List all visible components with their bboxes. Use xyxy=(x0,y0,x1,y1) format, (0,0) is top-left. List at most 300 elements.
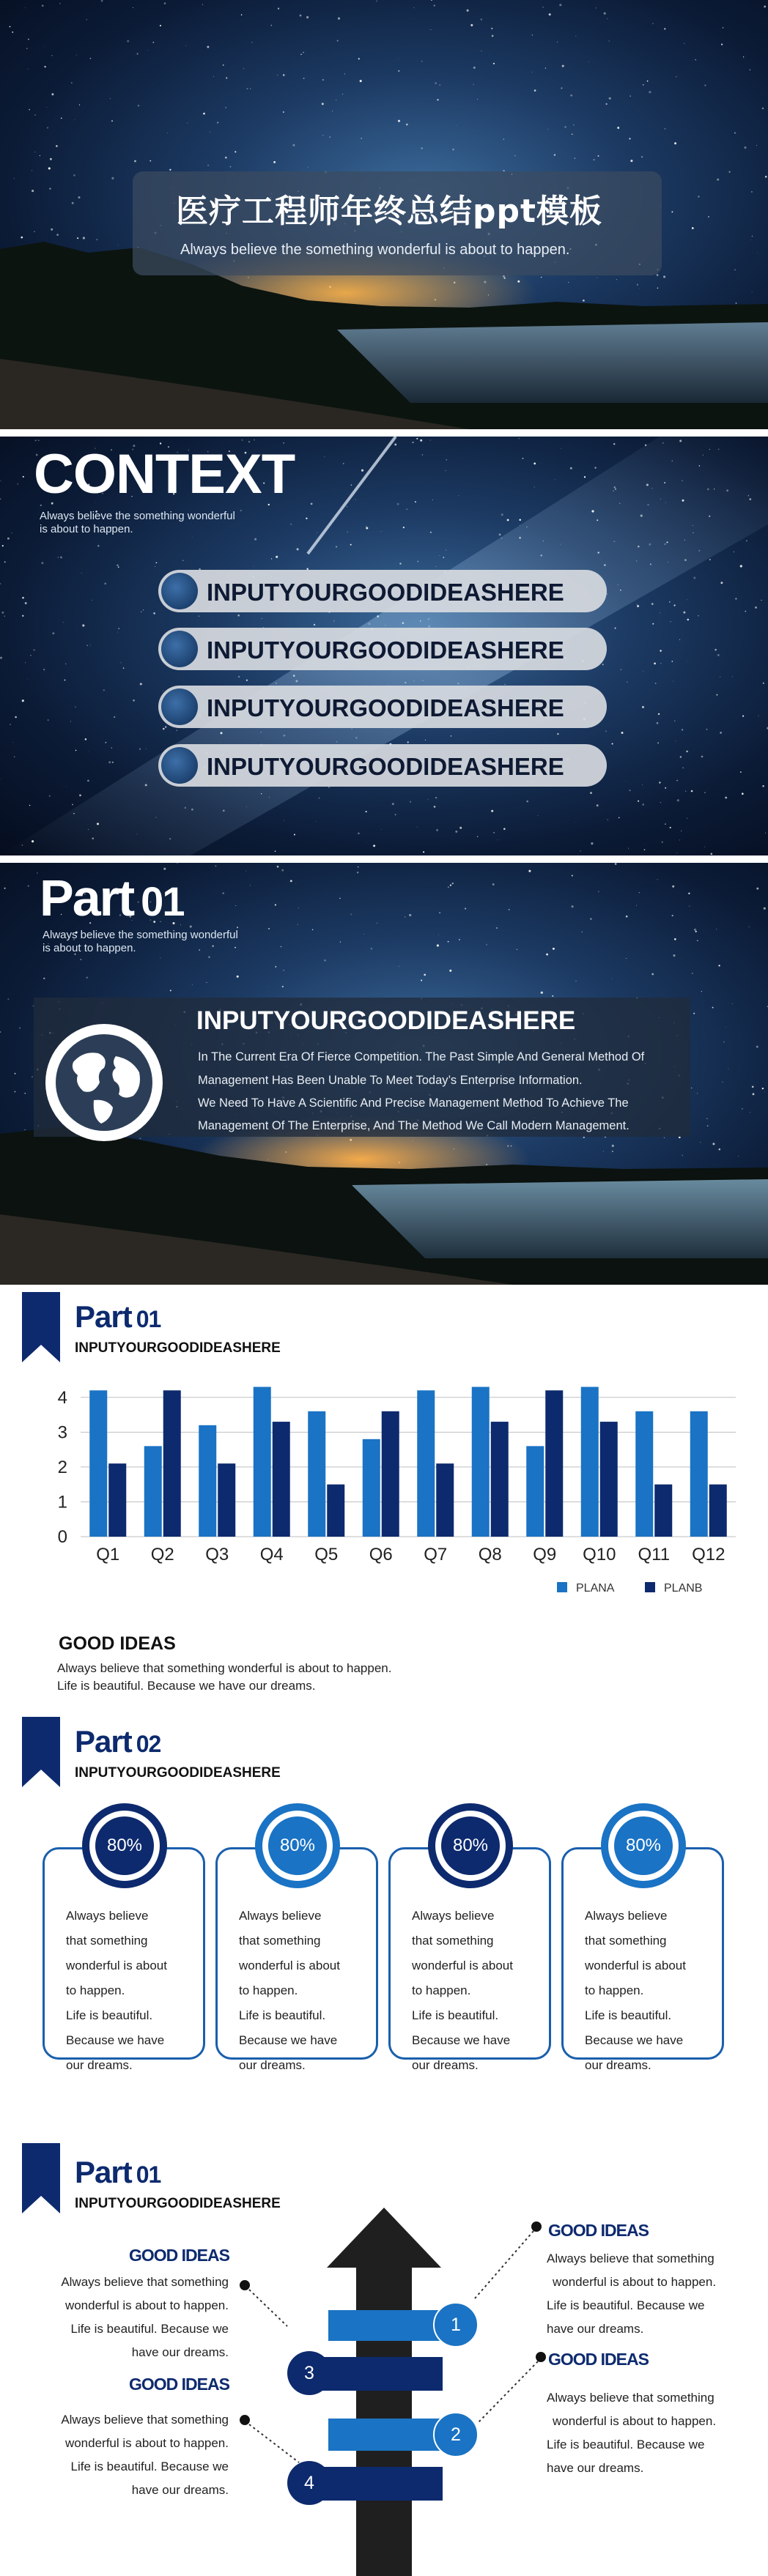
part-subtitle: INPUTYOURGOODIDEASHERE xyxy=(75,1340,281,1356)
bar-planb xyxy=(436,1463,454,1537)
star xyxy=(421,980,422,981)
star xyxy=(630,160,632,162)
star xyxy=(190,925,192,927)
connector-dot xyxy=(240,2415,250,2425)
bar-plana xyxy=(581,1387,599,1537)
right-block-2-line: Always believe that something xyxy=(547,2391,715,2405)
star xyxy=(223,64,224,66)
star xyxy=(350,913,352,915)
star xyxy=(298,907,299,908)
star xyxy=(250,885,251,886)
star xyxy=(595,7,597,9)
card-text-line: Life is beautiful. xyxy=(239,2008,326,2022)
star xyxy=(398,70,399,72)
star xyxy=(552,995,553,997)
star xyxy=(213,76,214,77)
left-block-2-line: Life is beautiful. Because we xyxy=(70,2460,229,2473)
star xyxy=(203,113,205,115)
star xyxy=(217,122,218,123)
right-block-1-line: wonderful is about to happen. xyxy=(553,2275,717,2289)
bar-plana xyxy=(472,1387,490,1537)
star xyxy=(734,133,736,134)
title-slide xyxy=(0,0,768,429)
bar-plana xyxy=(308,1411,325,1537)
star xyxy=(296,884,297,885)
star xyxy=(608,40,610,42)
page-title: 医疗工程师年终总结ppt模板 xyxy=(176,193,603,230)
star xyxy=(664,28,665,29)
x-tick-label: Q6 xyxy=(369,1545,393,1564)
star xyxy=(282,986,284,987)
part-number: 01 xyxy=(141,878,184,924)
star xyxy=(712,1007,714,1009)
star xyxy=(322,103,324,105)
context-item-label: INPUTYOURGOODIDEASHERE xyxy=(207,636,564,664)
star xyxy=(225,157,227,159)
bar-planb xyxy=(545,1390,563,1537)
card-text-line: Life is beautiful. xyxy=(66,2008,153,2022)
star xyxy=(127,40,129,42)
x-tick-label: Q1 xyxy=(96,1545,120,1564)
star xyxy=(561,87,562,89)
card-text-line: wonderful is about xyxy=(412,1959,513,1972)
bar-plana xyxy=(526,1446,544,1537)
star xyxy=(647,81,649,82)
x-tick-label: Q4 xyxy=(259,1545,284,1564)
page-subtitle: Always believe the something wonderful is about to happen. xyxy=(180,242,570,258)
right-block-2-title: GOOD IDEAS xyxy=(548,2350,649,2369)
star xyxy=(762,108,764,109)
star xyxy=(424,974,426,976)
star xyxy=(26,48,28,49)
star xyxy=(160,25,161,26)
bar-planb xyxy=(382,1411,399,1537)
star xyxy=(723,1041,725,1042)
left-block-1-line: Always believe that something xyxy=(61,2275,229,2289)
legend-swatch xyxy=(645,1582,655,1592)
percent-label: 80% xyxy=(279,1836,316,1855)
star xyxy=(215,865,216,866)
star xyxy=(290,880,292,882)
panel-line-4: Management Of The Enterprise, And The Method We Call Modern Management. xyxy=(198,1119,629,1132)
star xyxy=(546,954,548,956)
star xyxy=(597,155,599,157)
star xyxy=(473,84,474,85)
star xyxy=(493,63,495,64)
globe-icon xyxy=(45,1024,163,1141)
context-heading: CONTEXT xyxy=(34,443,295,505)
star xyxy=(617,127,619,129)
y-tick-label: 0 xyxy=(57,1527,67,1547)
x-tick-label: Q5 xyxy=(314,1545,339,1564)
left-block-2-line: Always believe that something xyxy=(61,2413,229,2427)
star xyxy=(636,905,637,906)
star xyxy=(598,891,599,892)
star xyxy=(270,25,272,26)
star xyxy=(629,138,630,139)
panel-line-2: Management Has Been Unable To Meet Today’s Enterprise Information. xyxy=(198,1074,583,1087)
part-heading xyxy=(75,1724,160,1759)
part-number: 01 xyxy=(136,1306,161,1332)
context-item-4[interactable] xyxy=(158,744,607,787)
right-block-1-line: Always believe that something xyxy=(547,2252,715,2265)
card-text-line: that something xyxy=(585,1934,667,1948)
star xyxy=(376,1,377,2)
part01-chart-slide xyxy=(0,1292,768,1710)
star xyxy=(111,177,114,179)
card-text-line: that something xyxy=(239,1934,321,1948)
star xyxy=(514,155,515,156)
star xyxy=(4,888,6,889)
bullet-circle-icon xyxy=(161,688,198,725)
right-block-2-line: wonderful is about to happen. xyxy=(553,2414,717,2428)
star xyxy=(723,27,724,29)
card-text-line: Because we have xyxy=(66,2033,165,2047)
star xyxy=(86,19,87,20)
star xyxy=(169,169,171,171)
star xyxy=(559,4,561,6)
star xyxy=(641,156,643,157)
star xyxy=(674,938,676,940)
context-item-label: INPUTYOURGOODIDEASHERE xyxy=(207,694,564,721)
card-text-line: to happen. xyxy=(66,1983,125,1997)
card-text-line: Always believe xyxy=(66,1909,149,1923)
star xyxy=(74,119,75,120)
star xyxy=(486,944,487,946)
bullet-circle-icon xyxy=(161,631,198,667)
star xyxy=(481,18,482,20)
star xyxy=(725,1027,726,1028)
star xyxy=(202,4,203,5)
star xyxy=(283,74,285,76)
x-tick-label: Q9 xyxy=(533,1545,557,1564)
star xyxy=(338,18,340,20)
step-number: 1 xyxy=(451,2315,461,2335)
card-text-line: Because we have xyxy=(585,2033,684,2047)
star xyxy=(51,55,53,56)
star xyxy=(277,866,279,868)
star xyxy=(51,93,53,95)
star xyxy=(421,61,423,62)
star xyxy=(665,128,666,130)
star xyxy=(435,82,437,84)
star xyxy=(509,909,510,910)
right-block-1-line: have our dreams. xyxy=(547,2322,644,2336)
star xyxy=(81,959,82,960)
star xyxy=(744,146,746,149)
star xyxy=(743,56,744,57)
star xyxy=(101,0,103,2)
star xyxy=(44,66,45,67)
good-ideas-line-2: Life is beautiful. Because we have our dreams. xyxy=(57,1679,316,1693)
card-text-line: Because we have xyxy=(239,2033,338,2047)
star xyxy=(437,944,439,946)
left-block-1-line: Life is beautiful. Because we xyxy=(70,2322,229,2336)
context-item-2[interactable] xyxy=(158,628,607,670)
y-tick-label: 1 xyxy=(57,1492,67,1512)
star xyxy=(413,7,414,8)
star xyxy=(212,946,213,947)
bar-planb xyxy=(163,1390,181,1537)
bar-planb xyxy=(709,1485,727,1537)
star xyxy=(86,976,88,979)
right-block-2-line: Life is beautiful. Because we xyxy=(547,2438,705,2451)
context-item-3[interactable] xyxy=(158,686,607,728)
star xyxy=(300,53,302,55)
bar-planb xyxy=(218,1463,235,1537)
star xyxy=(192,984,193,985)
star xyxy=(489,54,490,55)
context-slide xyxy=(0,437,768,855)
star xyxy=(576,36,577,37)
context-item-label: INPUTYOURGOODIDEASHERE xyxy=(207,579,564,606)
star xyxy=(528,870,531,872)
star xyxy=(450,884,451,886)
x-tick-label: Q10 xyxy=(583,1545,616,1564)
star xyxy=(55,118,56,119)
star xyxy=(574,157,575,159)
star xyxy=(187,123,188,124)
card-text-line: wonderful is about xyxy=(585,1959,686,1972)
card-text-line: our dreams. xyxy=(239,2058,306,2072)
star xyxy=(590,918,592,920)
star xyxy=(306,16,309,18)
star xyxy=(496,927,498,929)
star xyxy=(278,8,279,10)
card-text-line: that something xyxy=(66,1934,148,1948)
star xyxy=(50,158,52,160)
part-word: Part xyxy=(75,1299,132,1334)
star xyxy=(643,84,644,86)
connector-dot xyxy=(531,2221,542,2232)
card-text-line: our dreams. xyxy=(585,2058,651,2072)
star xyxy=(698,196,700,198)
star xyxy=(449,970,451,972)
star xyxy=(448,941,449,943)
star xyxy=(364,934,365,935)
right-block-1-line: Life is beautiful. Because we xyxy=(547,2298,705,2312)
star xyxy=(492,35,494,37)
star xyxy=(626,916,628,918)
part-word: Part xyxy=(40,869,134,927)
star xyxy=(701,991,703,992)
star xyxy=(303,52,304,53)
star xyxy=(357,872,358,873)
card-text-line: Life is beautiful. xyxy=(412,2008,499,2022)
star xyxy=(237,927,238,928)
star xyxy=(10,26,11,28)
star xyxy=(7,998,9,1000)
star xyxy=(32,190,34,192)
bookmark-ribbon xyxy=(22,1717,60,1787)
left-block-2-line: have our dreams. xyxy=(131,2483,229,2497)
star xyxy=(0,1031,1,1033)
y-tick-label: 2 xyxy=(57,1457,67,1477)
card-text-line: Always believe xyxy=(585,1909,668,1923)
star xyxy=(329,136,331,138)
bar-planb xyxy=(273,1422,290,1537)
star xyxy=(225,107,226,108)
star xyxy=(693,1013,695,1014)
star xyxy=(728,171,730,173)
star xyxy=(657,879,658,880)
star xyxy=(688,893,690,894)
bar-plana xyxy=(144,1446,162,1537)
card-text-line: to happen. xyxy=(239,1983,298,1997)
star xyxy=(177,863,178,864)
context-item-1[interactable] xyxy=(158,570,607,612)
star xyxy=(532,34,533,35)
star xyxy=(607,18,608,19)
star xyxy=(672,915,673,916)
star xyxy=(360,80,362,82)
star xyxy=(303,78,305,79)
star xyxy=(626,958,627,959)
star xyxy=(312,929,314,931)
panel-title: INPUTYOURGOODIDEASHERE xyxy=(196,1006,576,1035)
star xyxy=(570,94,572,97)
star xyxy=(704,85,706,86)
star xyxy=(756,1046,758,1048)
star xyxy=(437,99,438,100)
star xyxy=(340,941,341,943)
star xyxy=(708,216,709,218)
star xyxy=(281,869,284,872)
bar-plana xyxy=(690,1411,708,1537)
part-heading xyxy=(40,869,183,927)
star xyxy=(694,929,696,931)
card-text-line: Always believe xyxy=(412,1909,495,1923)
star xyxy=(235,151,236,152)
star xyxy=(572,875,573,877)
star xyxy=(12,31,13,33)
step-number: 4 xyxy=(304,2473,314,2493)
star xyxy=(572,133,573,135)
left-block-1-line: wonderful is about to happen. xyxy=(64,2298,229,2312)
star xyxy=(268,928,270,929)
good-ideas-line-1: Always believe that something wonderful is about to happen. xyxy=(57,1661,392,1675)
part01-intro-slide xyxy=(0,863,768,1285)
star xyxy=(465,907,466,909)
card-text-line: our dreams. xyxy=(412,2058,479,2072)
star xyxy=(477,99,478,100)
star xyxy=(61,118,62,119)
star xyxy=(246,88,248,89)
star xyxy=(541,992,543,994)
star xyxy=(721,43,723,45)
globe-circle xyxy=(45,1024,163,1141)
star xyxy=(671,211,673,212)
bar-plana xyxy=(635,1411,653,1537)
context-tagline-2: is about to happen. xyxy=(40,523,133,535)
part-number: 01 xyxy=(136,2161,161,2188)
star xyxy=(275,904,276,905)
star xyxy=(609,97,611,100)
star xyxy=(534,89,536,92)
star xyxy=(138,105,140,107)
bar-planb xyxy=(108,1463,126,1537)
star xyxy=(604,12,606,15)
star xyxy=(337,40,339,42)
card-text-line: wonderful is about xyxy=(239,1959,340,1972)
card-text-line: Always believe xyxy=(239,1909,322,1923)
star xyxy=(241,14,243,15)
star xyxy=(283,970,284,971)
star xyxy=(32,1076,33,1077)
part-word: Part xyxy=(75,2155,132,2189)
star xyxy=(547,129,548,130)
star xyxy=(452,883,454,884)
star xyxy=(185,45,186,46)
star xyxy=(695,59,696,61)
bar-plana xyxy=(363,1439,380,1537)
star xyxy=(448,886,449,888)
bar-plana xyxy=(254,1387,271,1537)
star xyxy=(697,940,698,941)
star xyxy=(554,154,556,156)
part02-cards-slide xyxy=(0,1717,768,2127)
star xyxy=(199,949,200,951)
star xyxy=(73,174,75,177)
star xyxy=(406,124,408,126)
star xyxy=(322,79,324,81)
left-block-1-line: have our dreams. xyxy=(131,2345,229,2359)
star xyxy=(90,58,92,59)
x-tick-label: Q3 xyxy=(205,1545,229,1564)
star xyxy=(562,65,564,67)
star xyxy=(491,28,492,29)
star xyxy=(27,69,28,70)
part-number: 02 xyxy=(136,1731,161,1757)
star xyxy=(283,111,284,113)
part01-arrow-slide xyxy=(0,2136,768,2576)
star xyxy=(59,3,61,4)
star xyxy=(71,82,73,83)
star xyxy=(275,966,276,968)
panel-line-3: We Need To Have A Scientific And Precise Management Method To Achieve The xyxy=(198,1096,629,1110)
star xyxy=(470,24,473,26)
star xyxy=(605,103,607,105)
part-tagline-2: is about to happen. xyxy=(43,942,136,954)
star xyxy=(34,114,35,115)
star xyxy=(78,196,80,198)
legend-label: PLANA xyxy=(576,1582,615,1595)
up-arrow-shape xyxy=(327,2208,441,2576)
star xyxy=(639,892,640,894)
star xyxy=(339,898,341,899)
legend-label: PLANB xyxy=(664,1582,703,1595)
star xyxy=(717,179,719,181)
card-text-line: that something xyxy=(412,1934,494,1948)
star xyxy=(250,88,251,89)
card-text-line: to happen. xyxy=(412,1983,471,1997)
star xyxy=(751,191,753,193)
star xyxy=(572,905,574,907)
star xyxy=(398,120,400,122)
star xyxy=(695,931,697,932)
star xyxy=(230,166,232,168)
x-tick-label: Q2 xyxy=(150,1545,174,1564)
card-text-line: wonderful is about xyxy=(66,1959,167,1972)
star xyxy=(56,145,58,147)
star xyxy=(564,126,566,128)
star xyxy=(152,42,154,43)
bookmark-ribbon xyxy=(22,1292,60,1362)
star xyxy=(615,863,617,865)
star xyxy=(361,138,362,139)
star xyxy=(732,1003,733,1004)
right-block-1-title: GOOD IDEAS xyxy=(548,2221,649,2240)
